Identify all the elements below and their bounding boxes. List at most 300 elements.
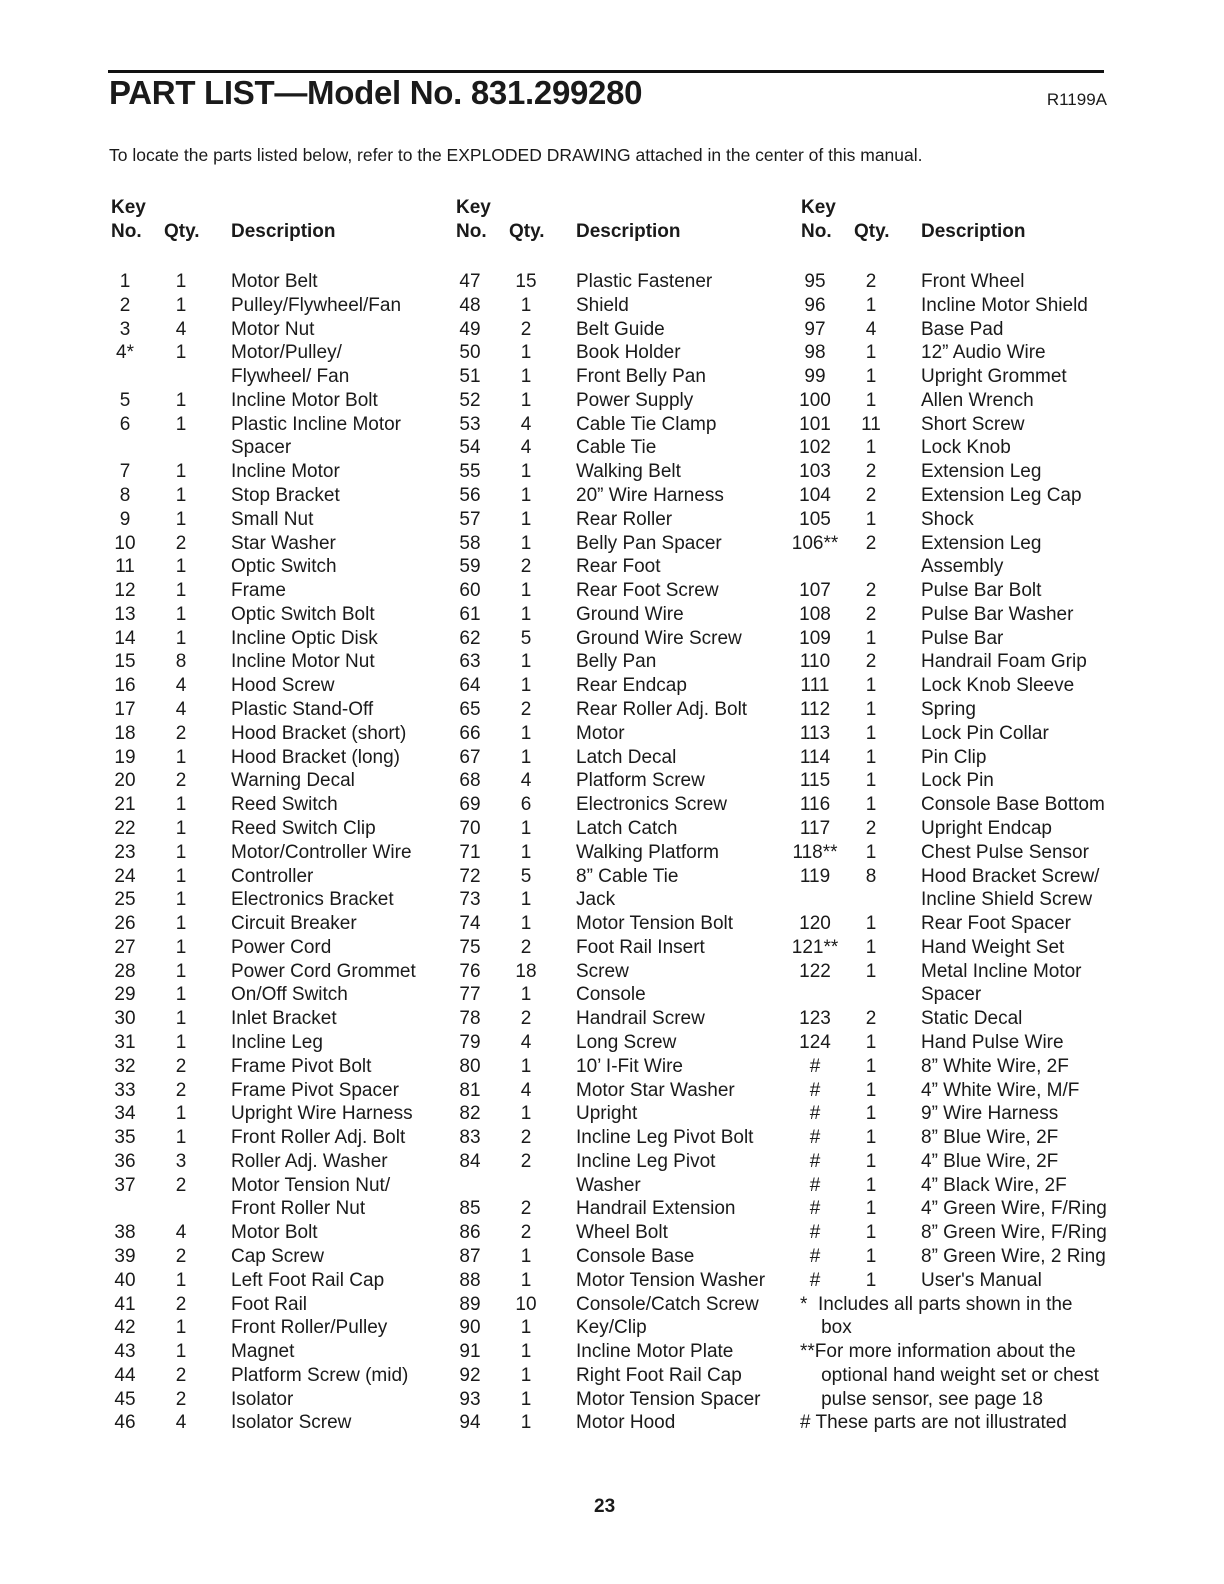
- part-quantity: 1: [175, 461, 187, 483]
- revision-code: R1199A: [1046, 90, 1107, 109]
- part-key-number: 14: [114, 627, 136, 649]
- part-quantity: 1: [520, 294, 532, 316]
- part-description: Console Base: [576, 1245, 695, 1267]
- part-quantity: 2: [520, 699, 532, 721]
- part-quantity: 1: [175, 913, 187, 935]
- part-key-number: 41: [114, 1293, 136, 1315]
- part-quantity: 1: [175, 627, 187, 649]
- part-description: Shield: [576, 294, 629, 316]
- part-key-number: 116: [799, 794, 831, 816]
- part-description: 10’ I-Fit Wire: [576, 1055, 683, 1077]
- part-description: Extension Leg: [921, 532, 1042, 554]
- part-description: Optic Switch Bolt: [231, 603, 375, 625]
- part-description: Circuit Breaker: [231, 913, 357, 935]
- part-quantity: 6: [520, 794, 532, 816]
- part-quantity: 4: [175, 318, 187, 340]
- part-quantity: 1: [175, 746, 187, 768]
- part-description: Console Base Bottom: [921, 794, 1105, 816]
- part-description: Washer: [576, 1174, 641, 1196]
- part-key-number: 59: [459, 556, 481, 578]
- part-quantity: 1: [175, 1103, 187, 1125]
- part-quantity: 2: [175, 1388, 187, 1410]
- part-key-number: 81: [459, 1079, 481, 1101]
- part-description: 8” White Wire, 2F: [921, 1055, 1069, 1077]
- part-quantity: 1: [865, 342, 877, 364]
- part-key-number: 37: [114, 1174, 136, 1196]
- part-description: 4” White Wire, M/F: [921, 1079, 1080, 1101]
- part-description: Incline Motor Shield: [921, 294, 1088, 316]
- part-description: 8” Cable Tie: [576, 865, 679, 887]
- part-quantity: 5: [520, 865, 532, 887]
- part-key-number: 17: [114, 699, 136, 721]
- part-description: Inlet Bracket: [231, 1008, 337, 1030]
- part-description: Hood Bracket (short): [231, 722, 407, 744]
- part-description: 12” Audio Wire: [921, 342, 1046, 364]
- part-description: Incline Leg Pivot: [576, 1150, 716, 1172]
- part-description: Stop Bracket: [231, 485, 340, 507]
- part-key-number: 90: [459, 1317, 481, 1339]
- part-key-number: 124: [799, 1031, 831, 1053]
- part-description: Pulley/Flywheel/Fan: [231, 294, 402, 316]
- part-quantity: 1: [865, 1055, 877, 1077]
- part-key-number: 11: [115, 556, 135, 578]
- part-quantity: 1: [520, 1317, 532, 1339]
- part-description: Magnet: [231, 1341, 295, 1363]
- header-no: No.: [456, 221, 487, 242]
- part-key-number: 21: [114, 794, 136, 816]
- part-quantity: 8: [175, 651, 187, 673]
- part-description: 8” Blue Wire, 2F: [921, 1127, 1059, 1149]
- part-description: Handrail Extension: [576, 1198, 736, 1220]
- part-description: Motor Hood: [576, 1412, 676, 1434]
- part-description: Motor/Controller Wire: [231, 841, 412, 863]
- part-key-number: 72: [459, 865, 481, 887]
- part-quantity: 1: [175, 936, 187, 958]
- part-quantity: 1: [520, 1412, 532, 1434]
- part-description: Chest Pulse Sensor: [921, 841, 1089, 863]
- part-description: Ground Wire: [576, 603, 684, 625]
- part-description: Extension Leg: [921, 461, 1042, 483]
- part-description: Pulse Bar Washer: [921, 603, 1074, 625]
- part-key-number: 120: [799, 913, 831, 935]
- part-quantity: 1: [865, 1174, 877, 1196]
- part-key-number: 45: [114, 1388, 136, 1410]
- part-description: Assembly: [921, 556, 1004, 578]
- footnote-line: box: [800, 1317, 852, 1339]
- part-quantity: 1: [865, 746, 877, 768]
- part-quantity: 1: [865, 794, 877, 816]
- part-description: 4” Blue Wire, 2F: [921, 1150, 1059, 1172]
- part-description: Incline Motor: [231, 461, 340, 483]
- part-description: Reed Switch Clip: [231, 817, 376, 839]
- part-key-number: 6: [119, 413, 131, 435]
- part-quantity: 1: [520, 889, 532, 911]
- part-key-number: 84: [459, 1150, 481, 1172]
- part-key-number: 80: [459, 1055, 481, 1077]
- part-key-number: #: [809, 1222, 821, 1244]
- part-description: Incline Motor Bolt: [231, 389, 378, 411]
- part-key-number: 5: [119, 389, 131, 411]
- part-key-number: 42: [114, 1317, 136, 1339]
- part-key-number: #: [809, 1174, 821, 1196]
- part-key-number: 75: [459, 936, 481, 958]
- part-quantity: 1: [520, 342, 532, 364]
- part-quantity: 1: [865, 1127, 877, 1149]
- part-quantity: 1: [865, 770, 877, 792]
- part-quantity: 5: [520, 627, 532, 649]
- part-description: Cable Tie: [576, 437, 657, 459]
- part-description: Lock Pin Collar: [921, 722, 1049, 744]
- part-quantity: 1: [175, 271, 187, 292]
- part-quantity: 1: [520, 532, 532, 554]
- part-description: Electronics Screw: [576, 794, 727, 816]
- part-description: Frame: [231, 580, 286, 602]
- part-key-number: 101: [799, 413, 831, 435]
- part-quantity: 1: [865, 841, 877, 863]
- part-quantity: 15: [515, 271, 537, 292]
- part-description: Static Decal: [921, 1008, 1023, 1030]
- part-quantity: 1: [865, 960, 877, 982]
- part-description: Walking Platform: [576, 841, 719, 863]
- part-quantity: 2: [175, 1245, 187, 1267]
- part-quantity: 1: [520, 675, 532, 697]
- part-quantity: 1: [520, 485, 532, 507]
- part-key-number: 56: [459, 485, 481, 507]
- part-quantity: 1: [865, 936, 877, 958]
- part-key-number: 12: [114, 580, 136, 602]
- part-key-number: 97: [804, 318, 826, 340]
- part-quantity: 2: [865, 271, 877, 292]
- part-quantity: 1: [865, 1198, 877, 1220]
- part-key-number: 83: [459, 1127, 481, 1149]
- part-quantity: 4: [520, 437, 532, 459]
- part-key-number: 123: [799, 1008, 831, 1030]
- part-quantity: 1: [865, 1245, 877, 1267]
- header-qty: Qty.: [509, 221, 545, 242]
- part-description: Left Foot Rail Cap: [231, 1269, 385, 1291]
- part-quantity: 1: [520, 1364, 532, 1386]
- part-description: Rear Endcap: [576, 675, 687, 697]
- part-quantity: 2: [865, 1008, 877, 1030]
- part-key-number: 49: [459, 318, 481, 340]
- part-key-number: 74: [459, 913, 481, 935]
- part-quantity: 2: [175, 532, 187, 554]
- part-quantity: 4: [520, 770, 532, 792]
- part-quantity: 2: [865, 532, 877, 554]
- part-quantity: 1: [175, 603, 187, 625]
- part-key-number: 3: [119, 318, 131, 340]
- part-quantity: 1: [175, 984, 187, 1006]
- part-key-number: 19: [114, 746, 136, 768]
- part-quantity: 1: [175, 794, 187, 816]
- part-quantity: 1: [175, 1341, 187, 1363]
- part-quantity: 2: [520, 1150, 532, 1172]
- part-description: Rear Roller Adj. Bolt: [576, 699, 748, 721]
- part-key-number: 65: [459, 699, 481, 721]
- part-description: Flywheel/ Fan: [231, 366, 350, 388]
- part-key-number: 73: [459, 889, 481, 911]
- part-quantity: 1: [865, 675, 877, 697]
- part-quantity: 1: [865, 913, 877, 935]
- part-quantity: 1: [865, 389, 877, 411]
- part-description: Platform Screw (mid): [231, 1364, 409, 1386]
- part-quantity: 2: [175, 722, 187, 744]
- part-description: Plastic Incline Motor: [231, 413, 402, 435]
- part-key-number: 54: [459, 437, 481, 459]
- part-quantity: 11: [861, 413, 881, 435]
- part-description: Allen Wrench: [921, 389, 1034, 411]
- part-quantity: 1: [175, 1269, 187, 1291]
- part-key-number: #: [809, 1055, 821, 1077]
- part-key-number: 95: [804, 271, 826, 292]
- part-key-number: #: [809, 1245, 821, 1267]
- part-key-number: 76: [459, 960, 481, 982]
- part-quantity: 2: [175, 1079, 187, 1101]
- part-quantity: 1: [520, 722, 532, 744]
- part-key-number: #: [809, 1269, 821, 1291]
- part-description: Pulse Bar: [921, 627, 1004, 649]
- part-quantity: 1: [175, 841, 187, 863]
- part-quantity: 1: [520, 984, 532, 1006]
- part-quantity: 1: [175, 580, 187, 602]
- part-quantity: 1: [520, 913, 532, 935]
- part-quantity: 1: [175, 413, 187, 435]
- header-description: Description: [231, 221, 336, 242]
- part-quantity: 4: [520, 413, 532, 435]
- part-key-number: 113: [799, 722, 831, 744]
- part-key-number: #: [809, 1198, 821, 1220]
- part-quantity: 1: [520, 603, 532, 625]
- part-quantity: 1: [175, 508, 187, 530]
- part-description: Isolator Screw: [231, 1412, 352, 1434]
- part-quantity: 2: [865, 603, 877, 625]
- part-description: Extension Leg Cap: [921, 485, 1082, 507]
- part-quantity: 1: [865, 1222, 877, 1244]
- part-description: Front Roller/Pulley: [231, 1317, 388, 1339]
- part-key-number: 39: [114, 1245, 136, 1267]
- part-description: Base Pad: [921, 318, 1004, 340]
- part-quantity: 2: [175, 1055, 187, 1077]
- part-quantity: 1: [520, 1341, 532, 1363]
- part-description: On/Off Switch: [231, 984, 348, 1006]
- part-key-number: 99: [804, 366, 826, 388]
- part-quantity: 1: [175, 960, 187, 982]
- part-key-number: 77: [459, 984, 481, 1006]
- part-key-number: 31: [114, 1031, 136, 1053]
- part-key-number: 91: [459, 1341, 481, 1363]
- part-quantity: 1: [175, 1317, 187, 1339]
- part-description: Power Supply: [576, 389, 694, 411]
- header-no: No.: [111, 221, 142, 242]
- part-key-number: 38: [114, 1222, 136, 1244]
- part-key-number: 107: [799, 580, 831, 602]
- part-description: Motor Tension Spacer: [576, 1388, 761, 1410]
- part-key-number: 100: [799, 389, 831, 411]
- part-quantity: 2: [175, 1174, 187, 1196]
- part-key-number: 60: [459, 580, 481, 602]
- part-key-number: 122: [799, 960, 831, 982]
- part-description: Pulse Bar Bolt: [921, 580, 1042, 602]
- part-key-number: 15: [114, 651, 136, 673]
- part-quantity: 4: [175, 675, 187, 697]
- part-quantity: 2: [865, 580, 877, 602]
- part-description: Long Screw: [576, 1031, 677, 1053]
- part-quantity: 1: [865, 699, 877, 721]
- part-quantity: 2: [520, 1198, 532, 1220]
- part-key-number: 18: [114, 722, 136, 744]
- part-description: Lock Pin: [921, 770, 994, 792]
- part-quantity: 4: [520, 1079, 532, 1101]
- part-key-number: 50: [459, 342, 481, 364]
- part-key-number: 87: [459, 1245, 481, 1267]
- part-key-number: 119: [799, 865, 831, 887]
- part-key-number: 112: [799, 699, 831, 721]
- part-quantity: 2: [175, 770, 187, 792]
- header-no: No.: [801, 221, 832, 242]
- part-quantity: 1: [520, 366, 532, 388]
- part-key-number: 86: [459, 1222, 481, 1244]
- footnote-line: **For more information about the: [800, 1341, 1076, 1363]
- header-key: Key: [456, 197, 491, 218]
- part-description: Electronics Bracket: [231, 889, 394, 911]
- part-quantity: 1: [865, 437, 877, 459]
- part-quantity: 1: [520, 461, 532, 483]
- part-quantity: 10: [515, 1293, 537, 1315]
- part-quantity: 1: [865, 1150, 877, 1172]
- part-description: 4” Black Wire, 2F: [921, 1174, 1067, 1196]
- part-key-number: 55: [459, 461, 481, 483]
- part-key-number: 63: [459, 651, 481, 673]
- part-quantity: 2: [865, 461, 877, 483]
- part-description: Latch Catch: [576, 817, 678, 839]
- part-key-number: 108: [799, 603, 831, 625]
- part-key-number: 8: [119, 485, 131, 507]
- intro-text: To locate the parts listed below, refer to the EXPLODED DRAWING attached in the center of this manual.: [109, 145, 923, 165]
- part-description: Rear Foot: [576, 556, 661, 578]
- part-description: Incline Leg Pivot Bolt: [576, 1127, 754, 1149]
- part-quantity: 1: [520, 841, 532, 863]
- part-description: Plastic Fastener: [576, 271, 713, 292]
- footnote-line: # These parts are not illustrated: [800, 1412, 1067, 1434]
- part-description: Right Foot Rail Cap: [576, 1364, 742, 1386]
- part-key-number: 36: [114, 1150, 136, 1172]
- part-description: Screw: [576, 960, 629, 982]
- part-quantity: 4: [520, 1031, 532, 1053]
- part-description: Incline Motor Plate: [576, 1341, 734, 1363]
- part-description: Upright Wire Harness: [231, 1103, 413, 1125]
- part-key-number: 22: [114, 817, 136, 839]
- part-key-number: 61: [459, 603, 481, 625]
- part-quantity: 1: [865, 722, 877, 744]
- part-key-number: 71: [459, 841, 481, 863]
- part-description: Short Screw: [921, 413, 1025, 435]
- part-key-number: 92: [459, 1364, 481, 1386]
- part-description: Belt Guide: [576, 318, 665, 340]
- part-description: Motor Bolt: [231, 1222, 318, 1244]
- part-quantity: 1: [865, 1269, 877, 1291]
- part-description: Front Wheel: [921, 271, 1025, 292]
- part-description: 8” Green Wire, F/Ring: [921, 1222, 1107, 1244]
- part-quantity: 1: [175, 889, 187, 911]
- part-key-number: 115: [799, 770, 831, 792]
- part-description: Walking Belt: [576, 461, 681, 483]
- part-description: Latch Decal: [576, 746, 677, 768]
- part-quantity: 4: [865, 318, 877, 340]
- header-key: Key: [111, 197, 146, 218]
- part-description: Isolator: [231, 1388, 294, 1410]
- part-key-number: 43: [114, 1341, 136, 1363]
- part-quantity: 1: [520, 817, 532, 839]
- part-description: Jack: [576, 889, 616, 911]
- part-key-number: 26: [114, 913, 136, 935]
- part-key-number: 58: [459, 532, 481, 554]
- part-key-number: 16: [114, 675, 136, 697]
- part-key-number: 93: [459, 1388, 481, 1410]
- part-key-number: 85: [459, 1198, 481, 1220]
- part-key-number: 94: [459, 1412, 481, 1434]
- part-key-number: 53: [459, 413, 481, 435]
- part-quantity: 1: [520, 508, 532, 530]
- part-description: Motor Tension Washer: [576, 1269, 766, 1291]
- part-description: Handrail Foam Grip: [921, 651, 1087, 673]
- part-quantity: 1: [175, 1008, 187, 1030]
- header-description: Description: [921, 221, 1026, 242]
- part-description: 20” Wire Harness: [576, 485, 724, 507]
- part-quantity: 1: [175, 817, 187, 839]
- part-description: Motor/Pulley/: [231, 342, 342, 364]
- header-qty: Qty.: [854, 221, 890, 242]
- part-quantity: 1: [175, 485, 187, 507]
- part-key-number: 2: [119, 294, 131, 316]
- part-key-number: 52: [459, 389, 481, 411]
- part-quantity: 4: [175, 699, 187, 721]
- part-key-number: #: [809, 1127, 821, 1149]
- part-key-number: 118**: [792, 841, 838, 863]
- part-quantity: 2: [520, 556, 532, 578]
- part-key-number: 82: [459, 1103, 481, 1125]
- part-quantity: 2: [520, 1127, 532, 1149]
- part-key-number: 40: [114, 1269, 136, 1291]
- part-quantity: 1: [865, 1031, 877, 1053]
- part-key-number: 4*: [116, 342, 134, 364]
- part-description: Wheel Bolt: [576, 1222, 668, 1244]
- footnote-line: * Includes all parts shown in the: [800, 1293, 1073, 1315]
- part-key-number: 24: [114, 865, 136, 887]
- part-description: Shock: [921, 508, 974, 530]
- part-description: Handrail Screw: [576, 1008, 705, 1030]
- part-description: 8” Green Wire, 2 Ring: [921, 1245, 1106, 1267]
- part-description: Front Belly Pan: [576, 366, 706, 388]
- part-description: Cable Tie Clamp: [576, 413, 717, 435]
- part-description: Power Cord: [231, 936, 332, 958]
- part-description: 4” Green Wire, F/Ring: [921, 1198, 1107, 1220]
- part-description: Hood Bracket (long): [231, 746, 400, 768]
- part-key-number: 62: [459, 627, 481, 649]
- part-key-number: 20: [114, 770, 136, 792]
- part-key-number: 1: [119, 271, 131, 292]
- part-quantity: 1: [175, 1031, 187, 1053]
- part-description: Foot Rail Insert: [576, 936, 705, 958]
- part-key-number: 66: [459, 722, 481, 744]
- part-quantity: 1: [865, 294, 877, 316]
- footnote-line: optional hand weight set or chest: [800, 1364, 1099, 1386]
- part-description: Motor Tension Bolt: [576, 913, 734, 935]
- part-quantity: 2: [520, 1222, 532, 1244]
- part-key-number: 47: [459, 271, 481, 292]
- part-key-number: 25: [114, 889, 136, 911]
- part-description: Upright Grommet: [921, 366, 1067, 388]
- part-description: Pin Clip: [921, 746, 987, 768]
